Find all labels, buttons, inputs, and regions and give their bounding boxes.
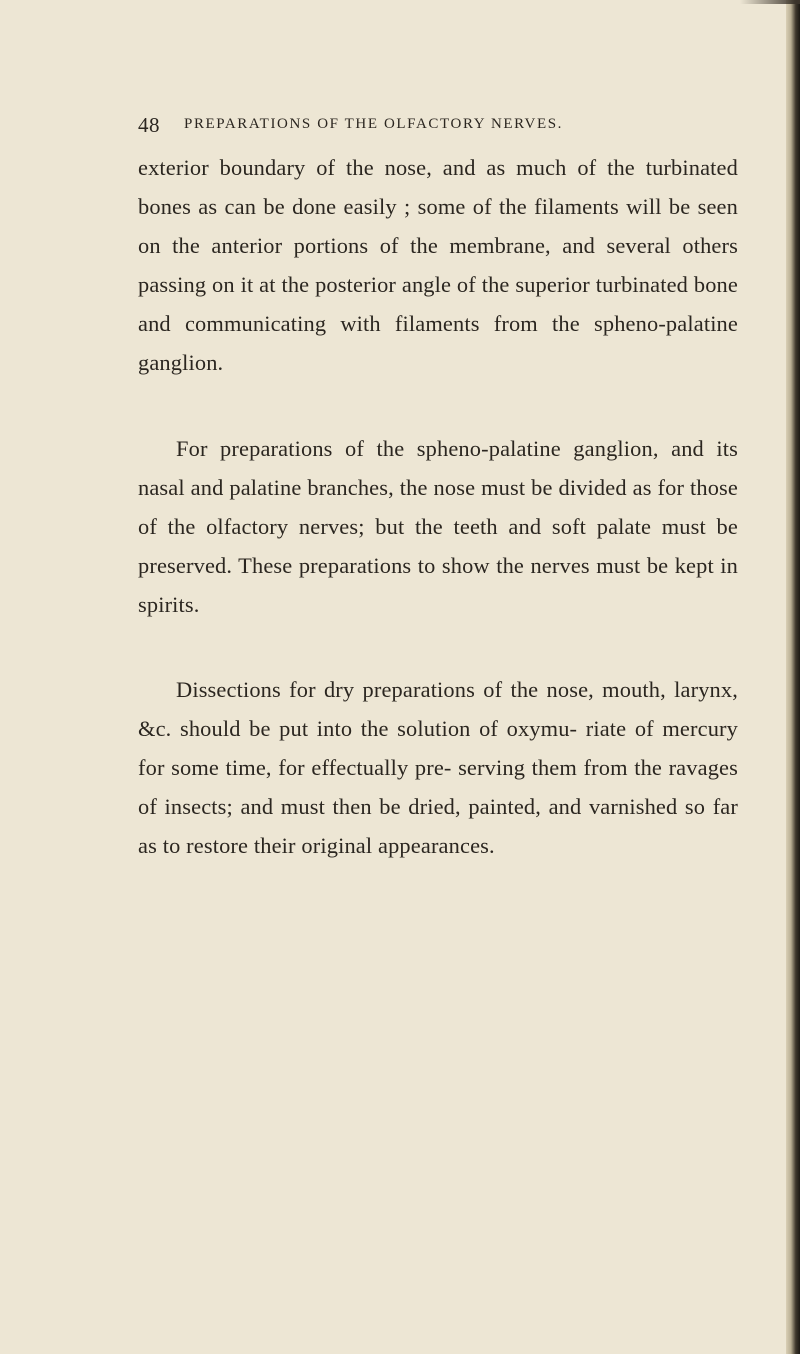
body-text	[138, 148, 738, 866]
paragraph-spheno-palatine: For preparations of the spheno-palatine ganglion, and its nasal and palatine branches, the nose must be divided as for those of the olfactory nerves; but the teeth and soft palate must be preserved. These preparations to show the nerves must be kept in spirits.	[138, 435, 738, 617]
paragraph-continued: exterior boundary of the nose, and as much of the turbinated bones as can be done easily ; some of the filaments will be seen on the anterior portions of the membrane, and several others passing on it at the posterior angle of the superior turbinated bone and communicating with filaments from the spheno-palatine ganglion.	[138, 155, 738, 376]
page-number: 48	[138, 113, 160, 137]
running-head	[138, 113, 698, 141]
page-corner-shadow	[740, 0, 800, 4]
page-edge-shadow	[786, 0, 800, 1354]
paragraph-dry-preparations: Dissections for dry preparations of the nose, mouth, larynx, &c. should be put into the solution of oxymu- riate of mercury for some time, for effectually pre- serving them from the ravages of insects; and must then be dried, painted, and varnished so far as to restore their original appearances.	[138, 677, 738, 859]
running-head-title: PREPARATIONS OF THE OLFACTORY NERVES.	[184, 116, 564, 132]
